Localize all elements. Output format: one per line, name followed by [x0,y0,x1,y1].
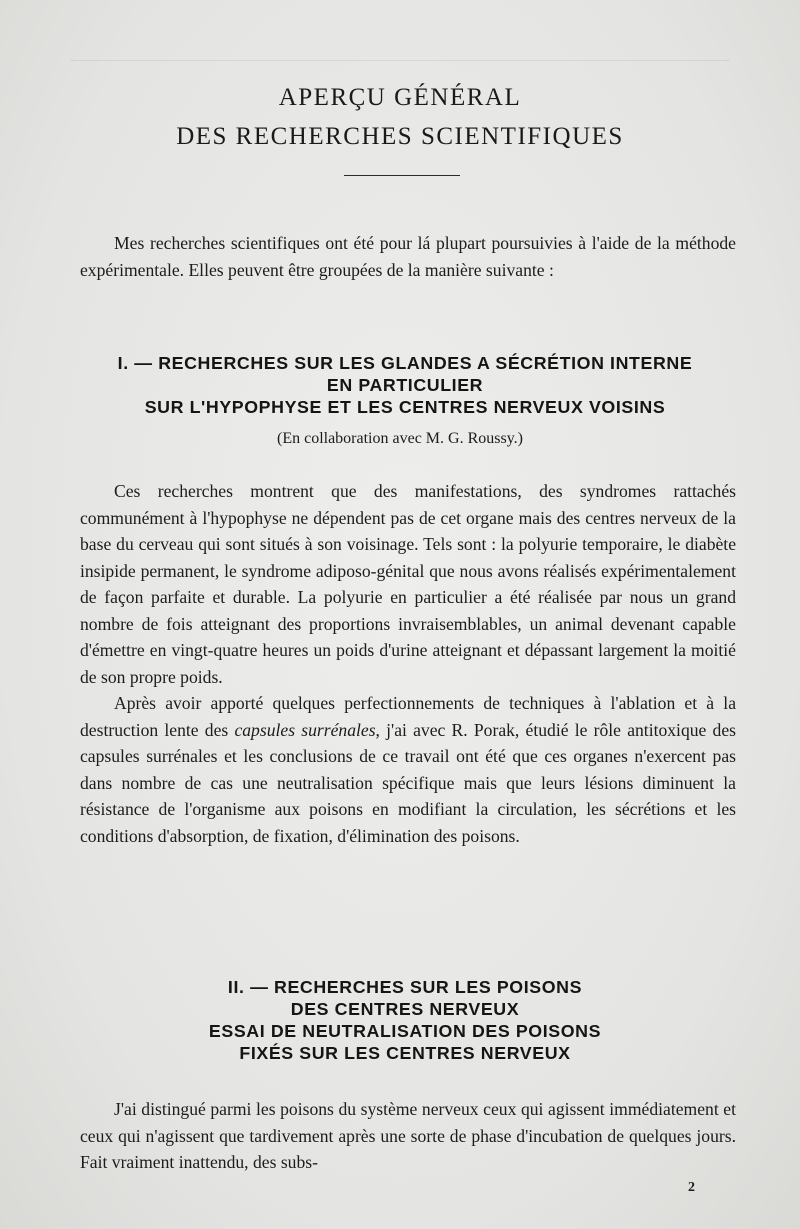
section-2-heading-line-2: DES CENTRES NERVEUX [290,999,520,1019]
section-2-heading-line-1: II. — RECHERCHES SUR LES POISONS [227,977,583,997]
capsules-surrenales-italic: capsules surrénales [234,719,376,740]
section-2-body [80,1096,736,1176]
section-2-heading-line-4: FIXÉS SUR LES CENTRES NERVEUX [239,1043,571,1063]
section-2-heading [70,976,740,1064]
section-1-body [80,478,736,849]
section-1-paragraph-2-start: Après avoir apporté quelques perfectionnements de techniques à l'ablation et à la destruction lente des [80,693,736,740]
intro-text: Mes recherches scientifiques ont été pour lá plupart poursuivies à l'aide de la méthode expérimentale. Elles peuvent être groupées de la manière suivante : [80,233,736,280]
page-title-line-1: APERÇU GÉNÉRAL [278,84,522,111]
section-1-collaboration: (En collaboration avec M. G. Roussy.) [276,430,523,447]
intro-paragraph [80,230,736,283]
section-1-heading-line-2: EN PARTICULIER [326,375,484,395]
show-through-decoration [70,60,730,71]
section-2-heading-line-3: ESSAI DE NEUTRALISATION DES POISONS [208,1021,602,1041]
section-1-heading [70,352,740,418]
page-number: 2 [688,1180,695,1195]
title-divider [344,175,460,176]
section-2-paragraph-1: J'ai distingué parmi les poisons du système nerveux ceux qui agissent immédiatement et ceux qui n'agissent que tardivement après une sorte de phase d'incubation de quelques jours. Fait vraiment inattendu, des subs- [80,1099,736,1172]
section-1-paragraph-1: Ces recherches montrent que des manifestations, des syndromes rattachés communément à l'hypophyse ne dépendent pas de cet organe mais des centres nerveux de la base du cerveau qui sont situés à son voisinage. Tels sont : la polyurie temporaire, le diabète insipide permanent, le syndrome adiposo-génital que nous avons réalisés expérimentalement de façon parfaite et durable. La polyurie en particulier a été réalisée par nous un grand nombre de fois atteignant des proportions invraisemblables, un animal devenant capable d'émettre en vingt-quatre heures un poids d'urine atteignant et dépassant largement la moitié de son propre poids. [80,481,736,687]
section-1-heading-line-1: I. — RECHERCHES SUR LES GLANDES A SÉCRÉTION INTERNE [117,353,693,373]
section-1-paragraph-2 [80,690,736,849]
section-1-heading-line-3: SUR L'HYPOPHYSE ET LES CENTRES NERVEUX VOISINS [144,397,666,417]
page-title-line-2: DES RECHERCHES SCIENTIFIQUES [176,123,624,150]
section-1-paragraph-2-end: , j'ai avec R. Porak, étudié le rôle antitoxique des capsules surrénales et les conclusions de ce travail ont été que ces organes n'exercent pas dans nombre de cas une neutralisation spécifique mais que leurs lésions diminuent la résistance de l'organisme aux poisons en modifiant la circulation, les sécrétions et les conditions d'absorption, de fixation, d'élimination des poisons. [80,719,737,846]
